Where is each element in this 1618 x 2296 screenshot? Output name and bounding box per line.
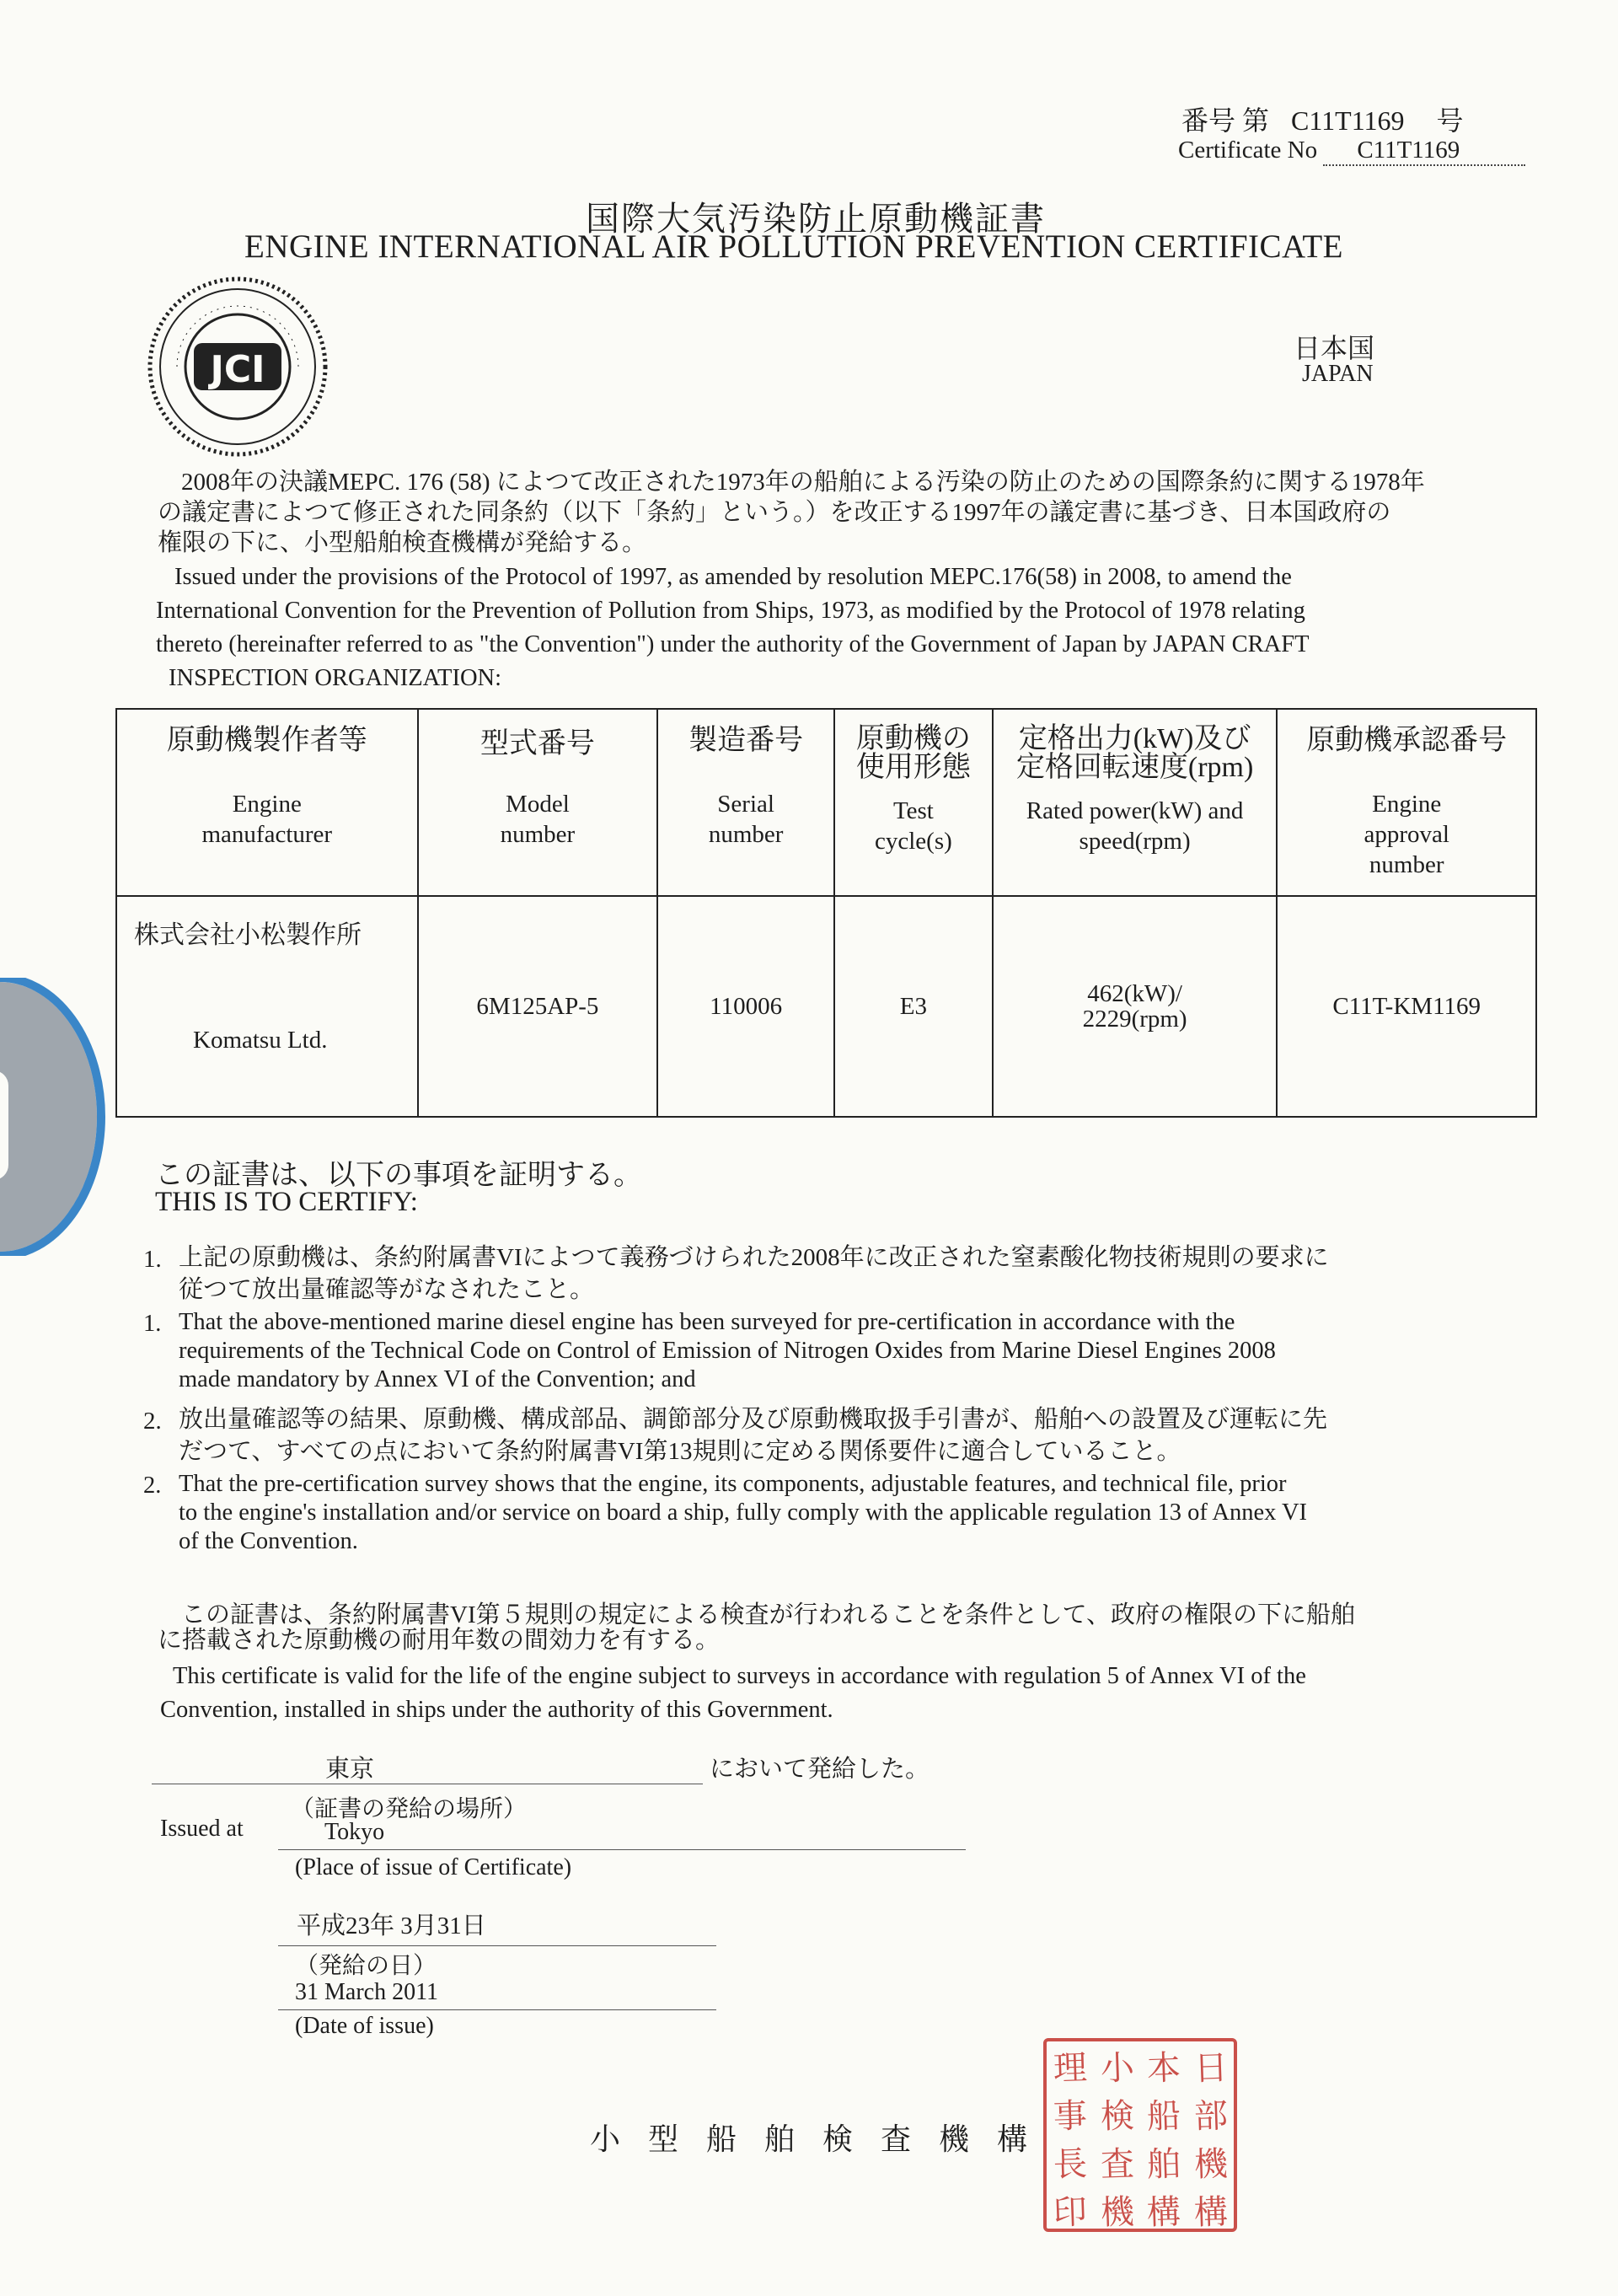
validity-en-line-1: This certificate is valid for the life of the engine subject to surveys in accordance with regulation 5 of Annex VI of the [173, 1663, 1306, 1689]
issued-suffix-ja: において発給した。 [710, 1756, 930, 1783]
header-rated-power [993, 709, 1278, 896]
seal-char: 日 [1192, 2048, 1229, 2089]
cell-power-value: 462(kW)/ [1087, 980, 1182, 1007]
header-serial-en-2: number [708, 821, 784, 848]
edge-logo-icon [0, 978, 110, 1256]
engine-table [115, 708, 1537, 1118]
item-2-en-num: 2. [143, 1473, 162, 1499]
header-manufacturer-en-1: Engine [232, 791, 302, 818]
seal-char: 構 [1146, 2192, 1181, 2233]
issuer-name-ja: 小 型 船 舶 検 査 機 構 [590, 2122, 1038, 2156]
header-serial-ja: 製造番号 [688, 725, 804, 756]
cell-test-cycle-value: E3 [899, 993, 927, 1020]
table-header-row [116, 709, 1536, 896]
header-approval-en-2: approval [1364, 821, 1449, 848]
header-manufacturer-ja: 原動機製作者等 [166, 725, 367, 756]
item-2-en-line-1: That the pre-certification survey shows that the engine, its components, adjustable features, and technical file, prior [179, 1471, 1287, 1497]
seal-char: 舶 [1146, 2144, 1181, 2185]
jci-logo-text: JCI [210, 348, 265, 391]
seal-char: 小 [1099, 2048, 1135, 2089]
cell-model [418, 896, 658, 1117]
preamble-ja-line-3: 権限の下に、小型船舶検査機構が発給する。 [158, 529, 647, 556]
header-test-cycle [834, 709, 993, 896]
header-approval-en-1: Engine [1372, 791, 1442, 818]
title-ja: 国際大気汚染防止原動機証書 [586, 200, 1046, 238]
item-1-en-line-1: That the above-mentioned marine diesel engine has been surveyed for pre-certification in accordance with the [179, 1309, 1235, 1335]
item-2-en-line-3: of the Convention. [179, 1528, 358, 1554]
certificate-number-ja [1181, 99, 1464, 138]
header-model-en-2: number [500, 821, 576, 848]
cell-speed-value: 2229(rpm) [1082, 1006, 1187, 1033]
certificate-number-ja-label: 番号 第 [1181, 105, 1270, 136]
seal-char: 査 [1099, 2144, 1135, 2185]
header-approval-ja: 原動機承認番号 [1306, 725, 1508, 756]
date-label-ja: （発給の日） [295, 1953, 437, 1979]
country-ja: 日本国 [1294, 333, 1375, 363]
header-test-cycle-en-2: cycle(s) [875, 828, 952, 855]
seal-char: 本 [1146, 2048, 1181, 2089]
certificate-number-ja-value: C11T1169 [1291, 105, 1405, 136]
cell-manufacturer-ja: 株式会社小松製作所 [134, 921, 362, 949]
place-en-underline [278, 1849, 966, 1850]
seal-char: 構 [1192, 2192, 1229, 2233]
certificate-number-en-value: C11T1169 [1323, 137, 1525, 166]
header-rated-power-en-2: speed(rpm) [1079, 828, 1191, 855]
date-ja-underline [278, 1945, 716, 1946]
place-ja: 東京 [325, 1756, 375, 1783]
title-en: ENGINE INTERNATIONAL AIR POLLUTION PREVENTION CERTIFICATE [244, 228, 1343, 265]
item-1-ja-line-2: 従つて放出量確認等がなされたこと。 [179, 1276, 595, 1303]
header-rated-power-ja: 定格出力(kW)及び 定格回転速度(rpm) [1015, 723, 1254, 783]
date-ja: 平成23年 3月31日 [297, 1912, 486, 1939]
item-2-ja-num: 2. [143, 1408, 162, 1435]
item-1-en-line-2: requirements of the Technical Code on Control of Emission of Nitrogen Oxides from Marine Diesel Engines 2008 [179, 1338, 1276, 1364]
item-2-ja-line-2: だつて、すべての点において条約附属書VI第13規則に定める関係要件に適合していること。 [179, 1438, 1181, 1465]
header-model-ja: 型式番号 [480, 728, 595, 759]
preamble-en-line-4: INSPECTION ORGANIZATION: [169, 665, 502, 691]
item-1-ja-num: 1. [143, 1246, 162, 1273]
cell-manufacturer [116, 896, 418, 1117]
header-test-cycle-en-1: Test [892, 797, 934, 824]
cell-test-cycle [834, 896, 993, 1117]
header-manufacturer-en-2: manufacturer [201, 821, 333, 848]
header-model [418, 709, 658, 896]
jci-logo-icon [145, 274, 330, 459]
cell-model-value: 6M125AP-5 [476, 993, 599, 1020]
seal-char: 事 [1053, 2096, 1088, 2137]
edge-logo-watermark [0, 978, 110, 1256]
seal-char: 印 [1053, 2192, 1088, 2233]
validity-ja-line-1: この証書は、条約附属書VI第５規則の規定による検査が行われることを条件として、政府の権限の下に船舶 [181, 1601, 1356, 1628]
header-test-cycle-ja: 原動機の 使用形態 [855, 723, 971, 783]
item-1-en-line-3: made mandatory by Annex VI of the Convention; and [179, 1366, 696, 1392]
place-label-ja: （証書の発給の場所） [291, 1796, 528, 1822]
header-serial [657, 709, 834, 896]
seal-char: 検 [1099, 2096, 1135, 2137]
header-manufacturer [116, 709, 418, 896]
seal-char: 長 [1053, 2144, 1088, 2185]
date-en-underline [278, 2009, 716, 2010]
header-approval [1277, 709, 1536, 896]
certificate-number-en-label: Certificate No [1178, 137, 1318, 164]
date-label-en: (Date of issue) [295, 2013, 434, 2039]
cell-rated-power [993, 896, 1278, 1117]
seal-char: 機 [1192, 2144, 1229, 2185]
preamble-en-line-2: International Convention for the Prevention of Pollution from Ships, 1973, as modified by the Protocol of 1978 relating [156, 598, 1305, 624]
cell-approval [1277, 896, 1536, 1117]
certify-heading-en: THIS IS TO CERTIFY: [155, 1187, 418, 1217]
header-serial-en-1: Serial [717, 791, 774, 818]
item-2-en-line-2: to the engine's installation and/or service on board a ship, fully comply with the applicable regulation 13 of Annex VI [179, 1499, 1308, 1526]
item-2-ja-line-1: 放出量確認等の結果、原動機、構成部品、調節部分及び原動機取扱手引書が、船舶への設置及び運転に先 [179, 1406, 1328, 1433]
cell-manufacturer-en: Komatsu Ltd. [193, 1027, 328, 1054]
issued-at-label: Issued at [160, 1816, 244, 1842]
preamble-ja-line-1: 2008年の決議MEPC. 176 (58) によつて改正された1973年の船舶による汚染の防止のための国際条約に関する1978年 [181, 469, 1425, 496]
place-en: Tokyo [324, 1819, 385, 1845]
certificate-number-en [1178, 137, 1525, 166]
country-en: JAPAN [1302, 361, 1374, 387]
seal-char: 部 [1192, 2096, 1229, 2137]
validity-en-line-2: Convention, installed in ships under the authority of this Government. [160, 1697, 833, 1723]
preamble-en-line-3: thereto (hereinafter referred to as "the Convention") under the authority of the Government of Japan by JAPAN CRAFT [156, 631, 1310, 657]
certify-heading-ja: この証書は、以下の事項を証明する。 [155, 1160, 642, 1191]
seal-char: 機 [1099, 2192, 1135, 2233]
place-label-en: (Place of issue of Certificate) [295, 1854, 572, 1880]
date-en: 31 March 2011 [295, 1979, 439, 2005]
cell-approval-value: C11T-KM1169 [1332, 993, 1481, 1020]
seal-char: 船 [1146, 2096, 1181, 2137]
preamble-ja-line-2: の議定書によつて修正された同条約（以下「条約」という。）を改正する1997年の議定書に基づき、日本国政府の [158, 499, 1391, 526]
preamble-en-line-1: Issued under the provisions of the Protocol of 1997, as amended by resolution MEPC.176(58) in 2008, to amend the [174, 564, 1292, 590]
validity-ja-line-2: に搭載された原動機の耐用年数の間効力を有する。 [158, 1627, 721, 1654]
header-approval-en-3: number [1369, 851, 1444, 878]
official-seal [1043, 2038, 1237, 2232]
cell-serial-value: 110006 [710, 993, 783, 1020]
jci-logo [145, 274, 330, 459]
certificate-number-ja-suffix: 号 [1436, 105, 1464, 136]
item-1-en-num: 1. [143, 1311, 162, 1337]
item-1-ja-line-1: 上記の原動機は、条約附属書VIによつて義務づけられた2008年に改正された窒素酸化物技術規則の要求に [179, 1244, 1329, 1271]
table-row [116, 896, 1536, 1117]
header-rated-power-en-1: Rated power(kW) and [1026, 797, 1244, 824]
header-model-en-1: Model [506, 791, 570, 818]
cell-serial [657, 896, 834, 1117]
seal-char: 理 [1053, 2048, 1088, 2089]
